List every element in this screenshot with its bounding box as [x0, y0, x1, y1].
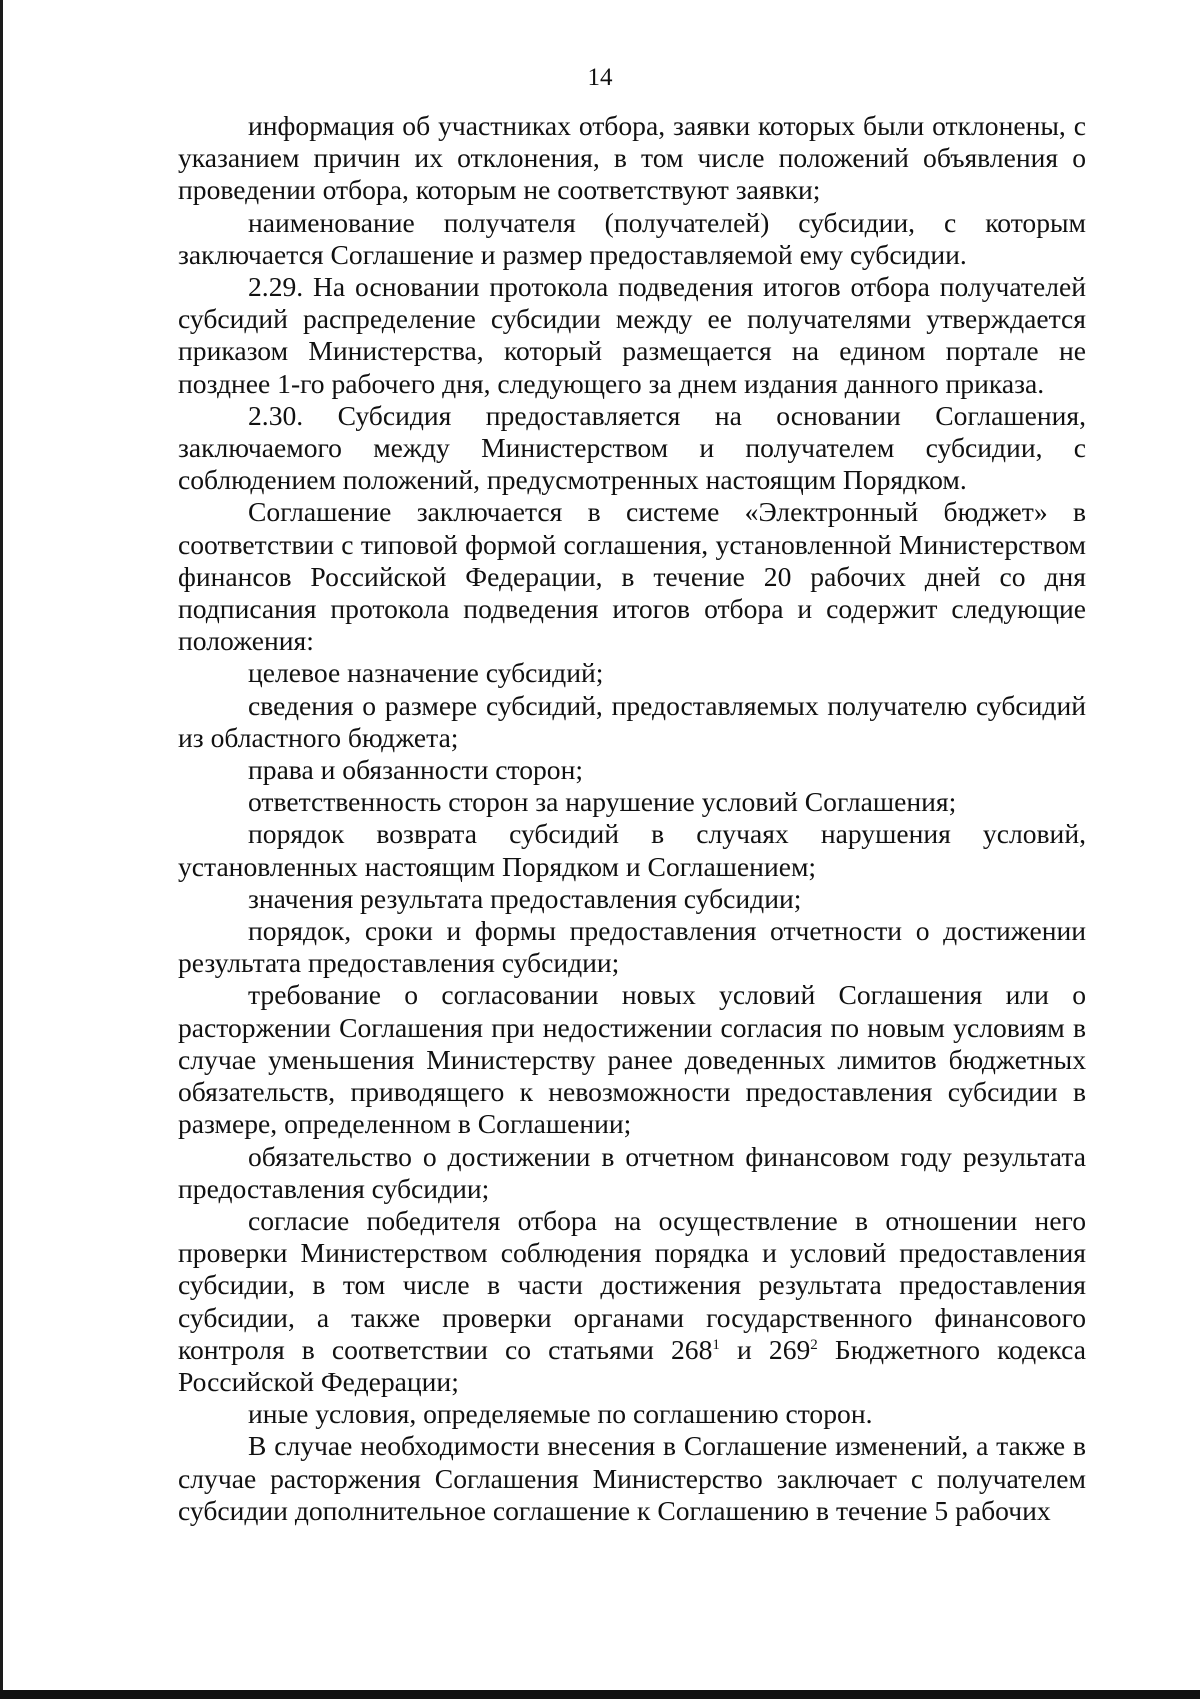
audit-text-after: Бюджетного кодекса Российской Федерации;: [178, 1333, 1086, 1397]
page-number: 14: [587, 64, 613, 91]
scan-edge-bottom: [0, 1690, 1200, 1699]
audit-text-middle: и 269: [719, 1333, 811, 1365]
list-item-purpose: целевое назначение субсидий;: [248, 657, 604, 689]
paragraph-2-29: 2.29. На основании протокола подведения итогов отбора получателей субсидий распределение субсидии между ее получателями утверждается приказом Министерства, который размещается на едином портале не позднее 1-го рабочего дня, следующего за днем издания данного приказа.: [178, 271, 1086, 399]
list-item-reporting: порядок, сроки и формы предоставления отчетности о достижении результата предоставления субсидии;: [178, 915, 1086, 979]
list-item-rights: права и обязанности сторон;: [248, 754, 584, 786]
document-body: [178, 110, 1086, 1527]
list-item-new-conditions: требование о согласовании новых условий Соглашения или о расторжении Соглашения при недостижении согласия по новым условиям в случае уменьшения Министерству ранее доведенных лимитов бюджетных обязательств, приводящего к невозможности предоставления субсидии в размере, определенном в Соглашении;: [178, 979, 1086, 1140]
paragraph-recipient-name: наименование получателя (получателей) субсидии, с которым заключается Соглашение и размер предоставляемой ему субсидии.: [178, 206, 1086, 270]
superscript-2: 2: [810, 1336, 818, 1353]
audit-text-before: согласие победителя отбора на осуществление в отношении него проверки Министерством соблюдения порядка и условий предоставления субсидии, в том числе в части достижения результата предоставления субсидии, а также проверки органами государственного финансового контроля в соответствии со статьями 268: [178, 1204, 1086, 1365]
list-item-result-values: значения результата предоставления субсидии;: [248, 882, 802, 914]
scan-edge-left: [0, 0, 3, 1699]
list-item-refund-procedure: порядок возврата субсидий в случаях нарушения условий, установленных настоящим Порядком и Соглашением;: [178, 818, 1086, 882]
list-item-obligation: обязательство о достижении в отчетном финансовом году результата предоставления субсидии;: [178, 1140, 1086, 1204]
list-item-audit-consent: [178, 1205, 1086, 1398]
paragraph-rejected-participants: информация об участниках отбора, заявки которых были отклонены, с указанием причин их отклонения, в том числе положений объявления о проведении отбора, которым не соответствуют заявки;: [178, 110, 1086, 206]
list-item-amount: сведения о размере субсидий, предоставляемых получателю субсидий из областного бюджета;: [178, 689, 1086, 753]
superscript-1: 1: [712, 1336, 720, 1353]
paragraph-2-30: 2.30. Субсидия предоставляется на основании Соглашения, заключаемого между Министерством и получателем субсидии, с соблюдением положений, предусмотренных настоящим Порядком.: [178, 399, 1086, 496]
paragraph-amendments: В случае необходимости внесения в Соглашение изменений, а также в случае расторжения Соглашения Министерство заключает с получателем субсидии дополнительное соглашение к Соглашению в течение 5 рабочих: [178, 1430, 1086, 1526]
paragraph-agreement-conclusion: Соглашение заключается в системе «Электронный бюджет» в соответствии с типовой формой соглашения, установленной Министерством финансов Российской Федерации, в течение 20 рабочих дней со дня подписания протокола подведения итогов отбора и содержит следующие положения:: [178, 496, 1086, 657]
list-item-responsibility: ответственность сторон за нарушение условий Соглашения;: [248, 786, 957, 818]
list-item-other-conditions: иные условия, определяемые по соглашению сторон.: [248, 1398, 873, 1430]
